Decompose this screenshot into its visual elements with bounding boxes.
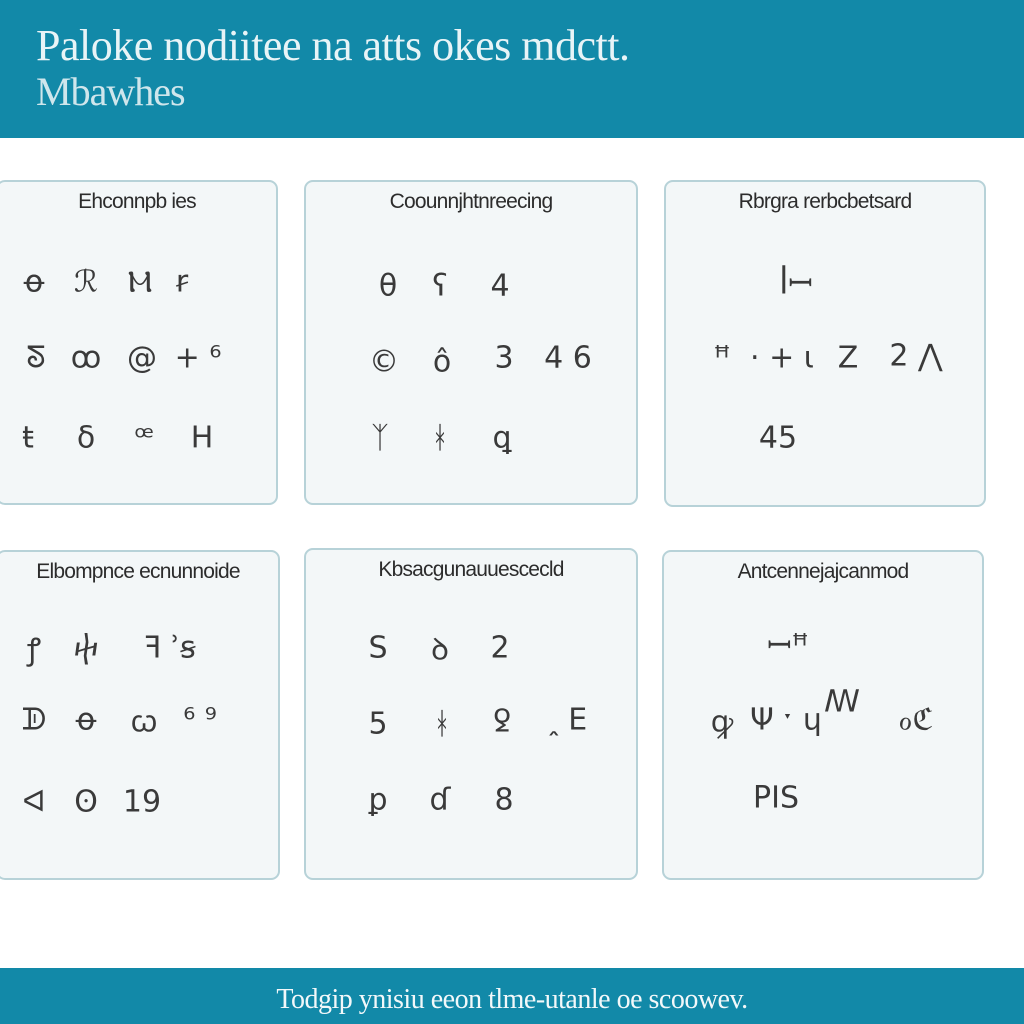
symbol-glyph: 4 — [490, 268, 510, 304]
symbol-glyph: 2 — [490, 630, 510, 666]
page-title: Paloke nodiitee na atts okes mdctt. — [36, 21, 630, 70]
symbol-glyph: ŧ — [22, 420, 34, 456]
symbol-glyph: ꝭ — [26, 632, 42, 668]
symbol-glyph: ᚼ — [431, 420, 449, 456]
symbol-glyph: ⴕ — [73, 630, 99, 666]
symbol-glyph: S — [368, 630, 388, 666]
symbol-glyph: 45 — [758, 420, 798, 456]
symbol-glyph: ⁶ ⁹ — [183, 702, 217, 738]
symbol-card — [662, 550, 984, 880]
symbol-glyph: PIS — [753, 780, 799, 816]
symbol-glyph: ꝙ — [710, 704, 734, 740]
symbol-glyph: ꝺ — [431, 632, 449, 668]
symbol-glyph: ꟹ — [134, 420, 154, 456]
symbol-glyph: 3 — [494, 340, 514, 376]
symbol-glyph: ꟸ — [713, 340, 731, 376]
symbol-glyph: 2 ⋀ — [889, 338, 943, 374]
symbol-glyph: ꟷꟸ — [767, 628, 809, 664]
symbol-glyph: 8 — [494, 782, 514, 818]
symbol-glyph: ᘕ — [26, 340, 46, 376]
symbol-glyph: ô — [432, 344, 452, 380]
symbol-glyph: ꝑ — [368, 782, 388, 818]
symbol-glyph: © — [369, 344, 399, 380]
symbol-glyph: ʘ — [74, 784, 98, 820]
footer-banner — [0, 968, 1024, 1024]
symbol-glyph: ᚼ — [433, 706, 451, 742]
symbol-glyph: ℴℭ — [898, 702, 934, 738]
symbol-glyph: ꞧ — [175, 264, 189, 300]
symbol-card — [0, 550, 280, 880]
card-title: Antcennejajcanmod — [737, 560, 909, 583]
symbol-glyph: δ — [76, 420, 96, 456]
card-title: Rbrgra rerbcbetsard — [738, 190, 912, 213]
symbol-glyph: Ψ ˑ ɥ — [750, 702, 822, 738]
symbol-glyph: ℛ — [74, 264, 98, 300]
symbol-glyph: ꝿ — [493, 704, 511, 740]
symbol-glyph: ɗ — [429, 782, 451, 818]
header-banner — [0, 0, 1024, 138]
symbol-glyph: ᐊ — [22, 784, 46, 820]
card-title: Coounnjhtnreecing — [389, 190, 553, 213]
symbol-card — [0, 180, 278, 505]
symbol-card — [664, 180, 986, 507]
symbol-glyph: 19 — [122, 784, 162, 820]
symbol-glyph: ꟾꟷ — [779, 266, 813, 302]
symbol-glyph: ꝋ — [23, 264, 45, 300]
symbol-glyph: ʕ — [432, 268, 448, 304]
symbol-glyph: ꞈ E — [548, 702, 588, 738]
symbol-glyph: 4 6 — [544, 340, 592, 376]
page-subtitle: Mbawhes — [36, 69, 185, 114]
card-title: Ehconnpb ies — [78, 190, 196, 213]
symbol-glyph: + ⁶ — [174, 340, 222, 376]
symbol-glyph: θ — [378, 268, 398, 304]
symbol-glyph: ᗫ — [21, 702, 47, 738]
symbol-glyph: ꝏ — [70, 340, 102, 376]
footer-text: Todgip ynisiu eeon tlme-utanle oe scoowev. — [276, 984, 748, 1015]
symbol-glyph: ᛉ — [371, 420, 389, 456]
symbol-glyph: ᕼ — [190, 420, 214, 456]
symbol-glyph: Ⲙ — [127, 264, 153, 300]
symbol-glyph: ꝋ — [75, 702, 97, 738]
symbol-card — [304, 180, 638, 505]
symbol-glyph: ꟿ — [824, 684, 860, 720]
symbol-card — [304, 548, 638, 880]
card-title: Kbsacgunauuescecld — [378, 558, 564, 581]
symbol-glyph: ꝗ — [492, 420, 512, 456]
symbol-glyph: 5 — [368, 706, 388, 742]
card-title: Elbompnce ecnunnoide — [36, 560, 240, 583]
symbol-glyph: ꟻ ʾꞩ — [144, 630, 196, 666]
symbol-glyph: · + ɩ — [750, 340, 814, 376]
symbol-glyph: ꞷ — [130, 704, 158, 740]
symbol-glyph: @ — [127, 340, 157, 376]
symbol-glyph: Z — [837, 340, 859, 376]
